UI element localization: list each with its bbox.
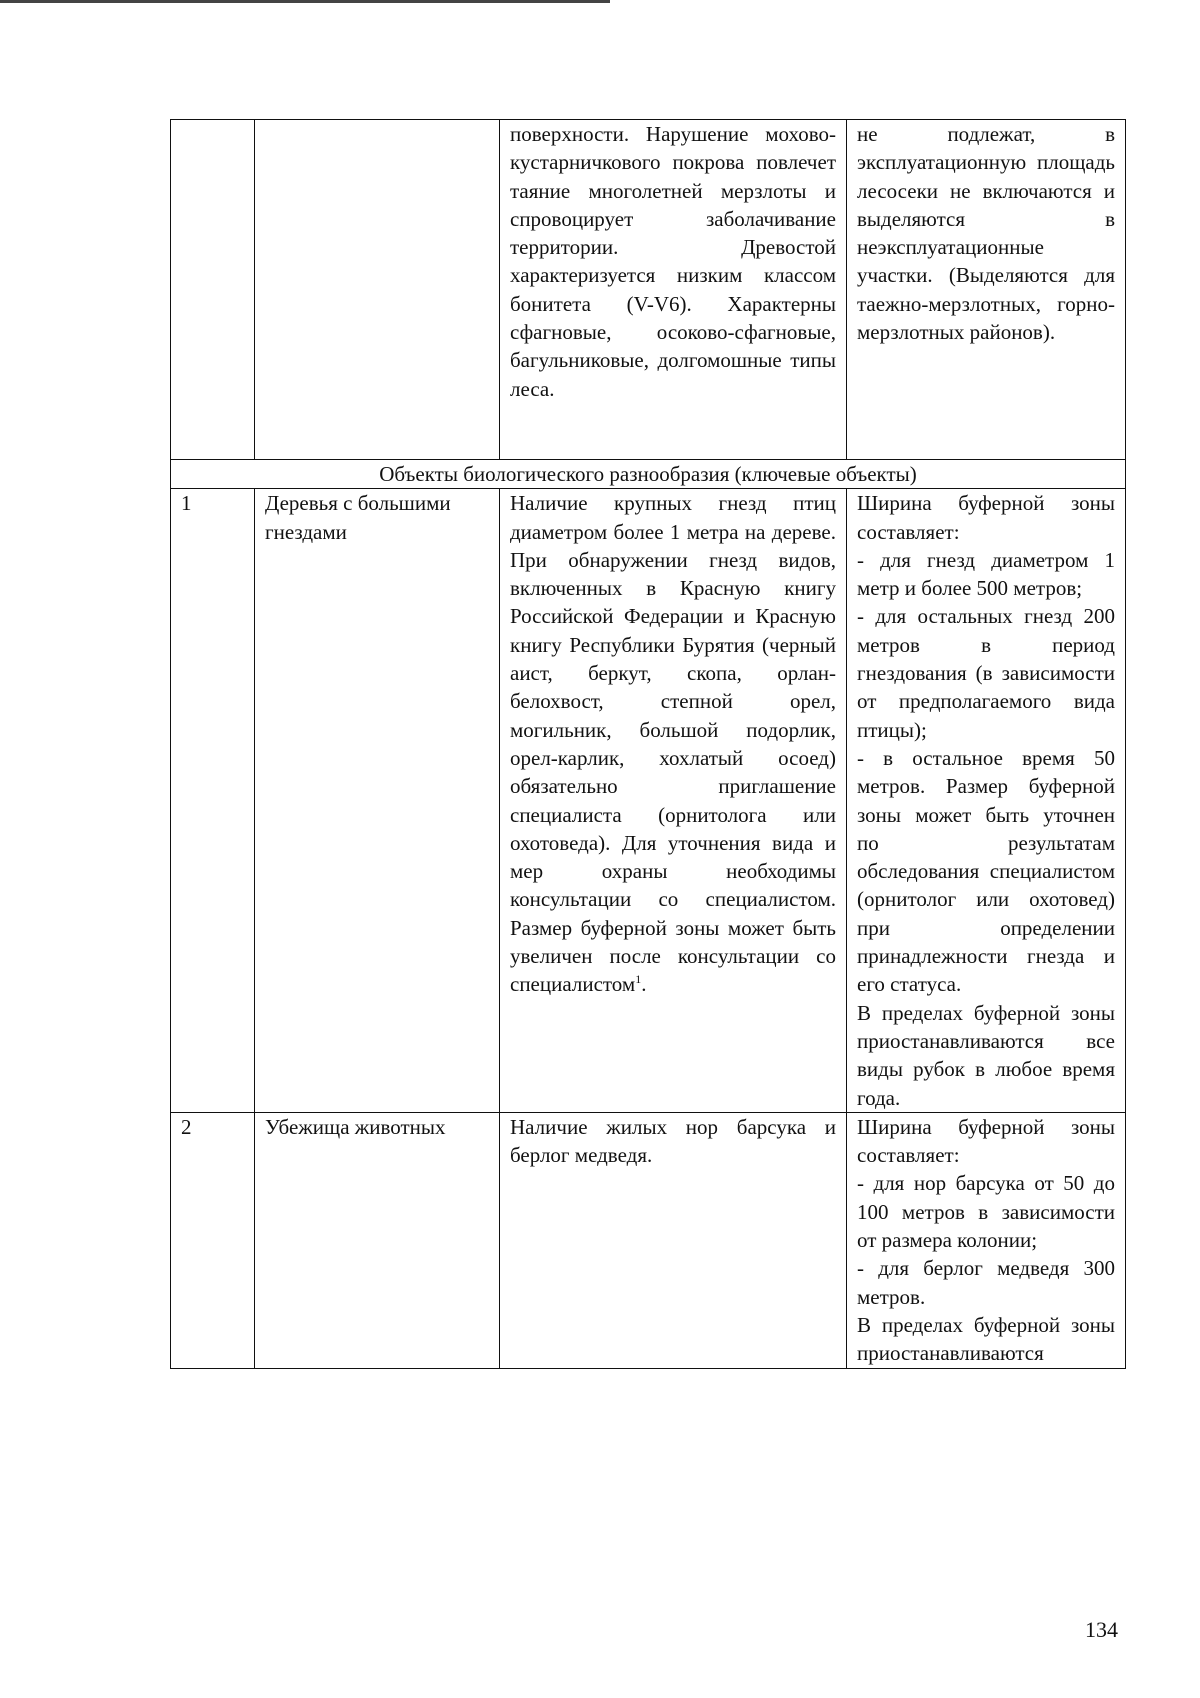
cell-num: 1 [171, 489, 255, 1113]
cell-name [255, 120, 500, 460]
footnote-mark: 1 [635, 972, 642, 987]
cell-num: 2 [171, 1112, 255, 1368]
measure-line: Ширина буферной зоны составляет: [857, 1114, 1115, 1168]
cell-measures [847, 489, 1126, 1113]
table-row [171, 120, 1126, 460]
cell-description: Наличие жилых нор барсука и берлог медведя. [500, 1112, 847, 1368]
measure-line: - для остальных гнезд 200 метров в период гнездования (в зависимости от предполагаемого вида птицы); [857, 604, 1115, 742]
table-row [171, 489, 1126, 1113]
cell-measures [847, 1112, 1126, 1368]
measure-line: Ширина буферной зоны составляет: [857, 491, 1115, 544]
cell-num [171, 120, 255, 460]
description-text: Наличие крупных гнезд птиц диаметром более 1 метра на дереве. При обнаружении гнезд видов, включенных в Красную книгу Российской Федерации и Красную книгу Республики Бурятия (черный аист, беркут, скопа, орлан-белохвост, степной орел, могильник, большой подорлик, орел-карлик, хохлатый осоед) обязательно приглашение специалиста (орнитолога или охотоведа). Для уточнения вида и мер охраны необходимы консультации со специалистом. Размер буферной зоны может быть увеличен после консультации со специалистом [510, 491, 836, 997]
measure-line: В пределах буферной зоны приостанавливаются [857, 1312, 1115, 1366]
measure-line: - для гнезд диаметром 1 метр и более 500 метров; [857, 547, 1115, 601]
description-end: . [641, 972, 647, 997]
measure-line: - в остальное время 50 метров. Размер буферной зоны может быть уточнен по результатам обследования специалистом (орнитолог или охотовед) при определении принадлежности гнезда и его статуса. [857, 745, 1115, 997]
cell-description [500, 489, 847, 1113]
top-rule [0, 0, 610, 3]
section-header-row [171, 460, 1126, 489]
cell-measures: не подлежат, в эксплуатационную площадь лесосеки не включаются и выделяются в неэксплуатационные участки. (Выделяются для таежно-мерзлотных, горно-мерзлотных районов). [847, 120, 1126, 460]
cell-description: поверхности. Нарушение мохово-кустарничкового покрова повлечет таяние многолетней мерзлоты и спровоцирует заболачивание территории. Древостой характеризуется низким классом бонитета (V-V6). Характерны сфагновые, осоково-сфагновые, багульниковые, долгомошные типы леса. [500, 120, 847, 460]
cell-name: Убежища животных [255, 1112, 500, 1368]
cell-name: Деревья с большими гнездами [255, 489, 500, 1113]
measure-line: - для берлог медведя 300 метров. [857, 1256, 1115, 1309]
table-row [171, 1112, 1126, 1368]
page-number: 134 [1085, 1617, 1118, 1642]
key-objects-table [170, 119, 1126, 1369]
measure-line: В пределах буферной зоны приостанавливаются все виды рубок в любое время года. [857, 1000, 1115, 1110]
measure-line: - для нор барсука от 50 до 100 метров в зависимости от размера колонии; [857, 1171, 1115, 1253]
section-header: Объекты биологического разнообразия (ключевые объекты) [171, 460, 1126, 489]
